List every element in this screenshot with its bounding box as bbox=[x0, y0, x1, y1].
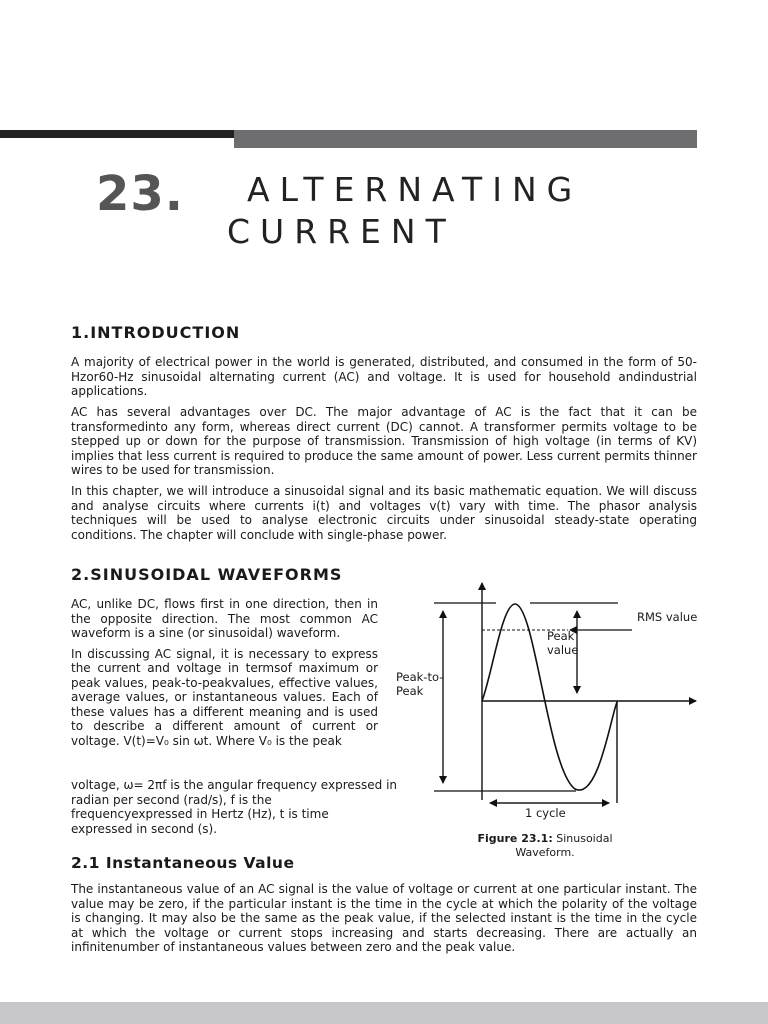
header-rule-gray bbox=[234, 130, 697, 148]
label-peak-line1: Peak bbox=[547, 629, 575, 643]
section-heading-introduction: 1.INTRODUCTION bbox=[71, 323, 241, 342]
subsection-heading-instantaneous: 2.1 Instantaneous Value bbox=[71, 854, 295, 872]
sinusoidal-line-c: frequencyexpressed in Hertz (Hz), t is time bbox=[71, 807, 329, 821]
label-peak-line2: value bbox=[547, 643, 579, 657]
sinusoidal-line-d: expressed in second (s). bbox=[71, 821, 218, 836]
instantaneous-paragraph: The instantaneous value of an AC signal is the value of voltage or current at one particular instant. The value may be zero, if the particular instant is the time in the cycle at which the polarity of the voltage is changing. It may also be the same as the peak value, if the selected instant is the time in the cycle at which the voltage or current stops increasing and starts decreasing. There are actually an infinitenumber of instantaneous values between zero and the peak value. bbox=[71, 882, 697, 954]
chapter-title-line2: CURRENT bbox=[227, 212, 456, 251]
sinusoidal-paragraph-2-continued bbox=[71, 778, 431, 836]
footer-bar bbox=[0, 1002, 768, 1024]
section-heading-sinusoidal: 2.SINUSOIDAL WAVEFORMS bbox=[71, 565, 343, 584]
sinusoidal-text-column bbox=[71, 597, 378, 754]
sinusoidal-waveform-figure bbox=[388, 575, 718, 825]
figure-caption-text: Sinusoidal Waveform. bbox=[515, 832, 613, 859]
intro-paragraph-3: In this chapter, we will introduce a sinusoidal signal and its basic mathematic equation. We will discuss and analyse circuits where currents i(t) and voltages v(t) vary with time. The phasor analysis techniques will be used to analyse electronic circuits under sinusoidal steady-state operating conditions. The chapter will conclude with single-phase power. bbox=[71, 484, 697, 542]
header-rule-dark bbox=[0, 130, 234, 138]
intro-paragraph-1: A majority of electrical power in the world is generated, distributed, and consumed in the form of 50-Hzor60-Hz sinusoidal alternating current (AC) and voltage. It is used for household andindustrial applications. bbox=[71, 355, 697, 398]
label-rms-value: RMS value bbox=[637, 610, 698, 624]
label-peak-to-peak-line2: Peak bbox=[396, 684, 424, 698]
sinusoidal-paragraph-1: AC, unlike DC, flows first in one direction, then in the opposite direction. The most common AC waveform is a sine (or sinusoidal) waveform. bbox=[71, 597, 378, 640]
sinusoidal-paragraph-2: In discussing AC signal, it is necessary to express the current and voltage in termsof maximum or peak values, peak-to-peakvalues, effective values, average values, or instantaneous values. Each of these values has a different meaning and is used to describe a different amount of current or voltage. V(t)=V₀ sin ωt. Where V₀ is the peak bbox=[71, 646, 378, 748]
sinusoidal-line-a: voltage, ω= 2πf is the angular frequency expressed in bbox=[71, 778, 398, 792]
label-peak-to-peak-line1: Peak-to- bbox=[396, 670, 444, 684]
chapter-number: 23. bbox=[96, 166, 185, 222]
chapter-title-line1: ALTERNATING bbox=[247, 170, 583, 209]
label-one-cycle: 1 cycle bbox=[525, 806, 566, 820]
sinusoidal-line-b: radian per second (rad/s), f is the bbox=[71, 792, 272, 807]
figure-caption bbox=[470, 832, 620, 860]
figure-caption-number: Figure 23.1: bbox=[477, 832, 553, 845]
intro-paragraph-2: AC has several advantages over DC. The major advantage of AC is the fact that it can be transformedinto any form, whereas direct current (DC) cannot. A transformer permits voltage to be stepped up or down for the purpose of transmission. Transmission of high voltage (in terms of KV) implies that less current is required to produce the same amount of power. Less current permits thinner wires to be used for transmission. bbox=[71, 405, 697, 477]
